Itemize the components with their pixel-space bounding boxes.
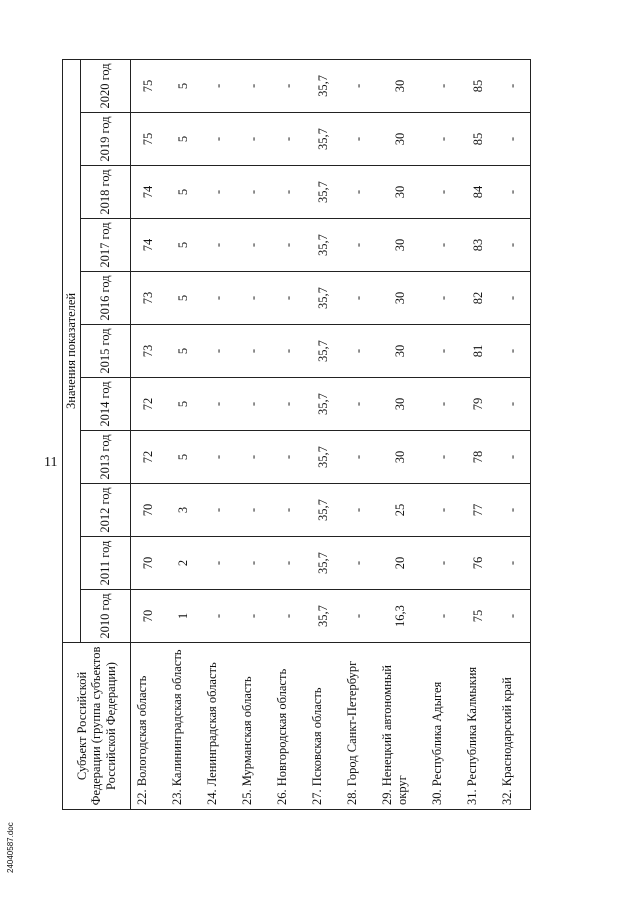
value-cell: - [341, 59, 376, 112]
value-cell: 73 [131, 272, 166, 325]
value-cell: 77 [461, 484, 496, 537]
table-row [201, 59, 236, 809]
value-cell: 72 [131, 378, 166, 431]
year-header: 2018 год [81, 166, 131, 219]
value-cell: - [426, 272, 461, 325]
table-row [426, 59, 461, 809]
value-cell: 30 [376, 113, 426, 166]
value-cell: - [341, 325, 376, 378]
table-row [461, 59, 496, 809]
table-row [306, 59, 341, 809]
subject-name-cell: 29. Ненецкий автономный округ [376, 643, 426, 810]
subject-name-cell: 26. Новгородская область [271, 643, 306, 810]
year-header: 2011 год [81, 537, 131, 590]
year-header: 2020 год [81, 59, 131, 112]
value-cell: 85 [461, 113, 496, 166]
table-row [341, 59, 376, 809]
value-cell: 82 [461, 272, 496, 325]
value-cell: - [201, 590, 236, 643]
value-cell: 5 [166, 219, 201, 272]
value-cell: - [426, 378, 461, 431]
value-cell: - [496, 272, 531, 325]
value-cell: - [496, 484, 531, 537]
table-row [131, 59, 166, 809]
value-cell: 25 [376, 484, 426, 537]
value-cell: - [426, 325, 461, 378]
value-cell: 2 [166, 537, 201, 590]
subject-name-cell: 24. Ленинградская область [201, 643, 236, 810]
value-cell: - [341, 590, 376, 643]
table-header [63, 59, 131, 809]
rotated-table-container [62, 60, 547, 810]
subject-column-header: Субъект Российской Федерации (группа субъектов Российской Федерации) [63, 643, 131, 810]
value-cell: - [271, 272, 306, 325]
value-cell: - [271, 325, 306, 378]
value-cell: - [271, 378, 306, 431]
value-cell: 30 [376, 378, 426, 431]
table-body [131, 59, 531, 809]
value-cell: - [496, 590, 531, 643]
value-cell: 30 [376, 59, 426, 112]
value-cell: - [426, 484, 461, 537]
value-cell: - [496, 431, 531, 484]
value-cell: - [236, 378, 271, 431]
value-cell: - [201, 272, 236, 325]
value-cell: 75 [131, 59, 166, 112]
value-cell: - [236, 325, 271, 378]
value-cell: 35,7 [306, 272, 341, 325]
value-cell: - [201, 59, 236, 112]
value-cell: - [271, 590, 306, 643]
value-cell: 30 [376, 431, 426, 484]
year-header: 2016 год [81, 272, 131, 325]
value-cell: - [201, 537, 236, 590]
value-cell: 74 [131, 219, 166, 272]
value-cell: 70 [131, 537, 166, 590]
table-row [236, 59, 271, 809]
value-cell: 35,7 [306, 431, 341, 484]
value-cell: 35,7 [306, 113, 341, 166]
value-cell: - [426, 113, 461, 166]
value-cell: - [271, 219, 306, 272]
subject-name-cell: 31. Республика Калмыкия [461, 643, 496, 810]
table-row [271, 59, 306, 809]
year-header: 2019 год [81, 113, 131, 166]
value-cell: 85 [461, 59, 496, 112]
value-cell: - [271, 537, 306, 590]
value-cell: - [201, 378, 236, 431]
value-cell: - [426, 166, 461, 219]
year-header: 2013 год [81, 431, 131, 484]
subject-name-cell: 25. Мурманская область [236, 643, 271, 810]
value-cell: - [236, 219, 271, 272]
value-cell: - [496, 166, 531, 219]
value-cell: - [271, 431, 306, 484]
value-cell: - [271, 166, 306, 219]
value-cell: 74 [131, 166, 166, 219]
table-row [166, 59, 201, 809]
value-cell: - [341, 166, 376, 219]
value-cell: 5 [166, 431, 201, 484]
subject-name-cell: 27. Псковская область [306, 643, 341, 810]
value-cell: - [271, 59, 306, 112]
value-cell: - [201, 166, 236, 219]
value-cell: 5 [166, 378, 201, 431]
value-cell: - [496, 325, 531, 378]
value-cell: - [426, 590, 461, 643]
value-cell: - [201, 113, 236, 166]
value-cell: 3 [166, 484, 201, 537]
value-cell: 70 [131, 484, 166, 537]
value-cell: - [236, 537, 271, 590]
subject-name-cell: 32. Краснодарский край [496, 643, 531, 810]
value-cell: 30 [376, 166, 426, 219]
subject-name-cell: 28. Город Санкт-Петербург [341, 643, 376, 810]
values-group-header: Значения показателей [63, 59, 81, 642]
subject-name-cell: 30. Республика Адыгея [426, 643, 461, 810]
value-cell: - [496, 537, 531, 590]
year-header: 2012 год [81, 484, 131, 537]
value-cell: 35,7 [306, 484, 341, 537]
subject-name-cell: 23. Калининградская область [166, 643, 201, 810]
value-cell: 75 [131, 113, 166, 166]
value-cell: - [201, 325, 236, 378]
value-cell: 73 [131, 325, 166, 378]
value-cell: 35,7 [306, 166, 341, 219]
value-cell: - [341, 484, 376, 537]
value-cell: 5 [166, 325, 201, 378]
year-header: 2014 год [81, 378, 131, 431]
value-cell: - [426, 59, 461, 112]
value-cell: - [201, 484, 236, 537]
subject-name-cell: 22. Вологодская область [131, 643, 166, 810]
value-cell: - [496, 59, 531, 112]
value-cell: - [271, 484, 306, 537]
value-cell: - [496, 378, 531, 431]
value-cell: 5 [166, 113, 201, 166]
value-cell: 16,3 [376, 590, 426, 643]
value-cell: - [341, 537, 376, 590]
value-cell: - [426, 537, 461, 590]
value-cell: - [236, 113, 271, 166]
value-cell: 79 [461, 378, 496, 431]
document-reference: 24040587.doc [6, 822, 15, 873]
value-cell: - [341, 378, 376, 431]
value-cell: 35,7 [306, 59, 341, 112]
value-cell: - [236, 431, 271, 484]
value-cell: - [236, 590, 271, 643]
value-cell: - [496, 113, 531, 166]
year-header: 2017 год [81, 219, 131, 272]
value-cell: 70 [131, 590, 166, 643]
value-cell: - [271, 113, 306, 166]
value-cell: - [341, 219, 376, 272]
indicators-table [62, 59, 531, 810]
value-cell: - [426, 431, 461, 484]
value-cell: - [426, 219, 461, 272]
value-cell: 5 [166, 166, 201, 219]
value-cell: 30 [376, 325, 426, 378]
value-cell: 5 [166, 272, 201, 325]
value-cell: - [236, 484, 271, 537]
value-cell: - [496, 219, 531, 272]
value-cell: 1 [166, 590, 201, 643]
value-cell: - [236, 166, 271, 219]
table-row [496, 59, 531, 809]
year-header: 2010 год [81, 590, 131, 643]
value-cell: - [201, 431, 236, 484]
value-cell: - [341, 113, 376, 166]
page-number: 11 [44, 455, 58, 470]
value-cell: 30 [376, 219, 426, 272]
value-cell: 84 [461, 166, 496, 219]
value-cell: 30 [376, 272, 426, 325]
value-cell: 81 [461, 325, 496, 378]
value-cell: 35,7 [306, 219, 341, 272]
value-cell: - [341, 272, 376, 325]
value-cell: 78 [461, 431, 496, 484]
value-cell: 75 [461, 590, 496, 643]
year-header: 2015 год [81, 325, 131, 378]
value-cell: 76 [461, 537, 496, 590]
value-cell: 35,7 [306, 590, 341, 643]
value-cell: 35,7 [306, 537, 341, 590]
value-cell: 5 [166, 59, 201, 112]
value-cell: 35,7 [306, 325, 341, 378]
value-cell: - [236, 272, 271, 325]
table-row [376, 59, 426, 809]
value-cell: 83 [461, 219, 496, 272]
value-cell: - [341, 431, 376, 484]
value-cell: 20 [376, 537, 426, 590]
value-cell: - [236, 59, 271, 112]
value-cell: 35,7 [306, 378, 341, 431]
value-cell: 72 [131, 431, 166, 484]
value-cell: - [201, 219, 236, 272]
